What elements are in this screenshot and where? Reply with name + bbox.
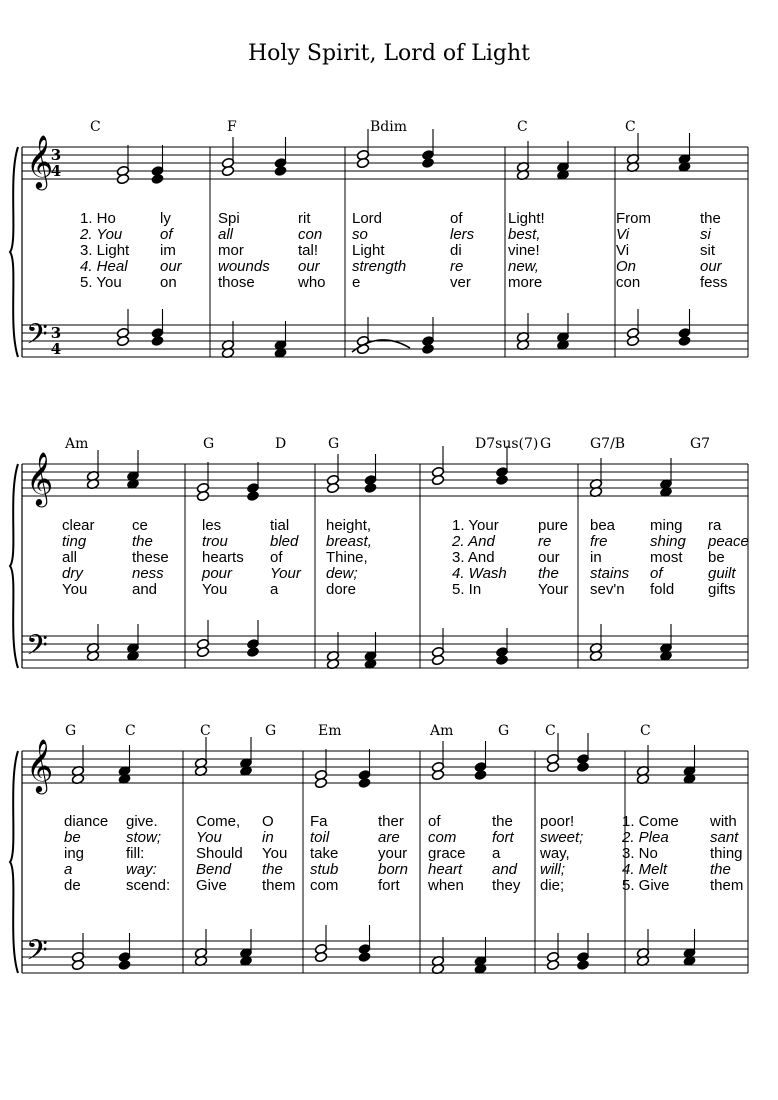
chord-symbol: G bbox=[540, 436, 552, 452]
lyric-syllable: of bbox=[270, 549, 283, 566]
chord-symbol: C bbox=[125, 723, 136, 739]
lyric-syllable: bea bbox=[590, 517, 616, 534]
lyric-syllable: our bbox=[538, 549, 560, 566]
lyric-syllable: and bbox=[132, 581, 158, 598]
note-head bbox=[495, 474, 508, 485]
lyric-syllable: 4. Heal bbox=[80, 258, 128, 275]
chord-symbol: G bbox=[498, 723, 510, 739]
lyric-syllable: con bbox=[298, 226, 323, 243]
lyric-syllable: ra bbox=[708, 517, 722, 534]
lyric-syllable: fort bbox=[378, 877, 400, 894]
lyric-syllable: they bbox=[492, 877, 521, 894]
lyric-syllable: Light! bbox=[508, 210, 545, 227]
note-head bbox=[246, 490, 259, 501]
lyric-syllable: 2. And bbox=[452, 533, 495, 550]
lyric-syllable: Thine, bbox=[326, 549, 368, 566]
lyric-syllable: peace bbox=[708, 533, 749, 550]
lyric-syllable: 5. Give bbox=[622, 877, 670, 894]
chord-symbol: C bbox=[200, 723, 211, 739]
note-head bbox=[431, 769, 444, 780]
lyric-syllable: be bbox=[64, 829, 81, 846]
lyric-syllable: the bbox=[710, 861, 731, 878]
lyric-syllable: 3. Light bbox=[80, 242, 130, 259]
lyric-syllable: dew; bbox=[326, 565, 358, 582]
lyric-syllable: e bbox=[352, 274, 361, 291]
lyric-syllable: fess bbox=[700, 274, 728, 291]
lyric-syllable: dore bbox=[326, 581, 357, 598]
lyric-syllable: Bend bbox=[196, 861, 232, 878]
lyric-syllable: You bbox=[262, 845, 288, 862]
note-head bbox=[421, 343, 434, 354]
lyric-syllable: the bbox=[538, 565, 559, 582]
note-head bbox=[431, 474, 444, 485]
treble-clef-icon: 𝄞 bbox=[26, 134, 54, 188]
note-head bbox=[421, 157, 434, 168]
note-head bbox=[151, 173, 164, 184]
lyric-syllable: poor! bbox=[540, 813, 575, 830]
system-3 bbox=[10, 723, 748, 975]
lyric-syllable: Vi bbox=[616, 242, 630, 259]
lyric-syllable: re bbox=[450, 258, 464, 275]
time-signature-top: 3 bbox=[50, 324, 62, 342]
lyric-syllable: si bbox=[700, 226, 711, 243]
note-head bbox=[196, 490, 209, 501]
lyric-syllable: O bbox=[262, 813, 274, 830]
lyric-syllable: tal! bbox=[298, 242, 319, 259]
lyric-syllable: best, bbox=[508, 226, 541, 243]
chord-symbol: D bbox=[275, 436, 287, 452]
chord-symbol: G bbox=[203, 436, 215, 452]
lyric-syllable: die; bbox=[540, 877, 565, 894]
note-head bbox=[118, 959, 131, 970]
chord-symbol: Bdim bbox=[370, 119, 408, 135]
lyric-syllable: You bbox=[202, 581, 228, 598]
lyric-syllable: hearts bbox=[202, 549, 244, 566]
lyric-syllable: way, bbox=[540, 845, 570, 862]
note-head bbox=[196, 646, 209, 657]
lyric-syllable: the bbox=[132, 533, 153, 550]
lyric-syllable: fold bbox=[650, 581, 675, 598]
lyric-syllable: a bbox=[270, 581, 279, 598]
lyric-syllable: 2. Plea bbox=[622, 829, 669, 846]
lyric-syllable: give. bbox=[126, 813, 158, 830]
lyric-syllable: 3. No bbox=[622, 845, 658, 862]
system-1 bbox=[10, 119, 748, 359]
grand-staff-brace bbox=[10, 147, 18, 357]
lyric-syllable: heart bbox=[428, 861, 463, 878]
lyric-syllable: ting bbox=[62, 533, 87, 550]
lyric-syllable: of bbox=[160, 226, 173, 243]
lyric-syllable: in bbox=[262, 829, 274, 846]
lyric-syllable: height, bbox=[326, 517, 372, 534]
lyric-syllable: stow; bbox=[126, 829, 162, 846]
time-signature-top: 3 bbox=[50, 146, 62, 164]
lyric-syllable: tial bbox=[270, 517, 290, 534]
lyric-syllable: Should bbox=[196, 845, 243, 862]
lyric-syllable: Vi bbox=[616, 226, 630, 243]
chord-symbol: C bbox=[545, 723, 556, 739]
chord-symbol: G bbox=[265, 723, 277, 739]
note-head bbox=[678, 335, 691, 346]
lyric-syllable: trou bbox=[202, 533, 228, 550]
lyric-syllable: strength bbox=[352, 258, 407, 275]
note-head bbox=[356, 157, 369, 168]
lyric-syllable: your bbox=[378, 845, 408, 862]
lyric-syllable: our bbox=[298, 258, 320, 275]
system-2 bbox=[10, 436, 749, 670]
lyric-syllable: fre bbox=[590, 533, 608, 550]
lyric-syllable: Lord bbox=[352, 210, 383, 227]
lyric-syllable: grace bbox=[428, 845, 466, 862]
chord-symbol: C bbox=[90, 119, 101, 135]
lyric-syllable: ce bbox=[132, 517, 148, 534]
chord-symbol: G bbox=[328, 436, 340, 452]
bass-clef-icon: 𝄢 bbox=[26, 934, 48, 974]
chord-symbol: D7sus(7) bbox=[475, 436, 539, 452]
chord-symbol: C bbox=[640, 723, 651, 739]
lyric-syllable: who bbox=[298, 274, 326, 291]
note-head bbox=[116, 173, 129, 184]
lyric-syllable: on bbox=[160, 274, 177, 291]
lyric-syllable: sweet; bbox=[540, 829, 584, 846]
lyric-syllable: shing bbox=[650, 533, 686, 550]
lyric-syllable: pure bbox=[538, 517, 569, 534]
lyric-syllable: take bbox=[310, 845, 339, 862]
lyric-syllable: mor bbox=[218, 242, 244, 259]
lyric-syllable: our bbox=[160, 258, 182, 275]
note-head bbox=[358, 777, 371, 788]
lyric-syllable: sev'n bbox=[590, 581, 625, 598]
lyric-syllable: breast, bbox=[326, 533, 372, 550]
lyric-syllable: in bbox=[590, 549, 602, 566]
lyric-syllable: toil bbox=[310, 829, 330, 846]
lyric-syllable: all bbox=[62, 549, 78, 566]
chord-symbol: G7/B bbox=[590, 436, 626, 452]
lyric-syllable: Fa bbox=[310, 813, 328, 830]
note-head bbox=[71, 959, 84, 970]
lyric-syllable: ming bbox=[650, 517, 683, 534]
lyric-syllable: these bbox=[132, 549, 169, 566]
lyric-syllable: Light bbox=[352, 242, 385, 259]
lyric-syllable: im bbox=[160, 242, 176, 259]
chord-symbol: G bbox=[65, 723, 77, 739]
chord-symbol: Am bbox=[65, 436, 89, 452]
lyric-syllable: diance bbox=[64, 813, 109, 830]
lyric-syllable: most bbox=[650, 549, 683, 566]
time-signature-bottom: 4 bbox=[50, 340, 62, 358]
lyric-syllable: sit bbox=[700, 242, 715, 259]
lyric-syllable: more bbox=[508, 274, 543, 291]
note-head bbox=[326, 482, 339, 493]
chord-symbol: F bbox=[227, 119, 237, 135]
lyric-syllable: com bbox=[310, 877, 339, 894]
lyric-syllable: of bbox=[450, 210, 463, 227]
note-head bbox=[626, 335, 639, 346]
lyric-syllable: clear bbox=[62, 517, 95, 534]
lyric-syllable: wounds bbox=[218, 258, 270, 275]
lyric-syllable: 3. And bbox=[452, 549, 495, 566]
lyric-syllable: with bbox=[710, 813, 737, 830]
note-head bbox=[576, 959, 589, 970]
treble-clef-icon: 𝄞 bbox=[26, 738, 54, 792]
chord-symbol: C bbox=[517, 119, 528, 135]
lyric-syllable: so bbox=[352, 226, 368, 243]
lyric-syllable: born bbox=[378, 861, 409, 878]
lyric-syllable: of bbox=[650, 565, 663, 582]
lyric-syllable: 1. Your bbox=[452, 517, 499, 534]
lyric-syllable: You bbox=[196, 829, 222, 846]
time-signature-bottom: 4 bbox=[50, 162, 62, 180]
lyric-syllable: On bbox=[616, 258, 637, 275]
lyric-syllable: vine! bbox=[508, 242, 540, 259]
lyric-syllable: lers bbox=[450, 226, 475, 243]
lyric-syllable: ther bbox=[378, 813, 404, 830]
lyric-syllable: our bbox=[700, 258, 722, 275]
lyric-syllable: 2. You bbox=[80, 226, 123, 243]
lyric-syllable: 4. Melt bbox=[622, 861, 668, 878]
note-head bbox=[221, 165, 234, 176]
note-head bbox=[314, 777, 327, 788]
grand-staff-brace bbox=[10, 464, 18, 668]
lyric-syllable: Spi bbox=[218, 210, 240, 227]
lyric-syllable: be bbox=[708, 549, 725, 566]
lyric-syllable: fill: bbox=[126, 845, 145, 862]
note-head bbox=[576, 761, 589, 772]
lyric-syllable: rit bbox=[298, 210, 311, 227]
lyric-syllable: all bbox=[218, 226, 234, 243]
lyric-syllable: 4. Wash bbox=[452, 565, 507, 582]
chord-symbol: Em bbox=[318, 723, 342, 739]
note-head bbox=[116, 335, 129, 346]
lyric-syllable: them bbox=[262, 877, 296, 894]
lyric-syllable: Your bbox=[538, 581, 569, 598]
lyric-syllable: them bbox=[710, 877, 744, 894]
lyric-syllable: and bbox=[492, 861, 518, 878]
lyric-syllable: You bbox=[62, 581, 88, 598]
bass-clef-icon: 𝄢 bbox=[26, 629, 48, 669]
chord-symbol: C bbox=[625, 119, 636, 135]
note-head bbox=[246, 646, 259, 657]
lyric-syllable: will; bbox=[540, 861, 565, 878]
lyric-syllable: fort bbox=[492, 829, 514, 846]
note-head bbox=[495, 654, 508, 665]
lyric-syllable: scend: bbox=[126, 877, 171, 894]
lyric-syllable: guilt bbox=[708, 565, 736, 582]
bass-clef-icon: 𝄢 bbox=[26, 318, 48, 358]
lyric-syllable: stains bbox=[590, 565, 630, 582]
lyric-syllable: ness bbox=[132, 565, 164, 582]
lyric-syllable: com bbox=[428, 829, 457, 846]
lyric-syllable: re bbox=[538, 533, 552, 550]
note-head bbox=[358, 951, 371, 962]
song-title: Holy Spirit, Lord of Light bbox=[247, 41, 531, 66]
note-head bbox=[474, 769, 487, 780]
lyric-syllable: bled bbox=[270, 533, 299, 550]
note-head bbox=[546, 761, 559, 772]
treble-clef-icon: 𝄞 bbox=[26, 451, 54, 505]
lyric-syllable: pour bbox=[202, 565, 233, 582]
lyric-syllable: a bbox=[64, 861, 73, 878]
lyric-syllable: the bbox=[262, 861, 283, 878]
lyric-syllable: From bbox=[616, 210, 651, 227]
grand-staff-brace bbox=[10, 751, 18, 973]
lyric-syllable: con bbox=[616, 274, 641, 291]
lyric-syllable: those bbox=[218, 274, 255, 291]
chord-symbol: Am bbox=[430, 723, 454, 739]
lyric-syllable: 1. Come bbox=[622, 813, 679, 830]
lyric-syllable: ly bbox=[160, 210, 171, 227]
note-head bbox=[431, 654, 444, 665]
note-head bbox=[546, 959, 559, 970]
lyric-syllable: Give bbox=[196, 877, 227, 894]
lyric-syllable: new, bbox=[508, 258, 539, 275]
lyric-syllable: les bbox=[202, 517, 222, 534]
lyric-syllable: the bbox=[492, 813, 513, 830]
lyric-syllable: de bbox=[64, 877, 81, 894]
lyric-syllable: di bbox=[450, 242, 462, 259]
lyric-syllable: 5. In bbox=[452, 581, 482, 598]
lyric-syllable: of bbox=[428, 813, 441, 830]
lyric-syllable: gifts bbox=[708, 581, 736, 598]
lyric-syllable: 5. You bbox=[80, 274, 122, 291]
note-head bbox=[151, 335, 164, 346]
lyric-syllable: sant bbox=[710, 829, 739, 846]
lyric-syllable: thing bbox=[710, 845, 743, 862]
lyric-syllable: the bbox=[700, 210, 721, 227]
lyric-syllable: a bbox=[492, 845, 501, 862]
lyric-syllable: ver bbox=[450, 274, 471, 291]
lyric-syllable: ing bbox=[64, 845, 85, 862]
lyric-syllable: way: bbox=[126, 861, 157, 878]
lyric-syllable: 1. Ho bbox=[80, 210, 116, 227]
note-head bbox=[364, 482, 377, 493]
chord-symbol: G7 bbox=[690, 436, 711, 452]
lyric-syllable: when bbox=[428, 877, 464, 894]
lyric-syllable: dry bbox=[62, 565, 83, 582]
note-head bbox=[274, 165, 287, 176]
note-head bbox=[314, 951, 327, 962]
lyric-syllable: Your bbox=[270, 565, 301, 582]
lyric-syllable: Come, bbox=[196, 813, 241, 830]
lyric-syllable: are bbox=[378, 829, 400, 846]
lyric-syllable: stub bbox=[310, 861, 339, 878]
